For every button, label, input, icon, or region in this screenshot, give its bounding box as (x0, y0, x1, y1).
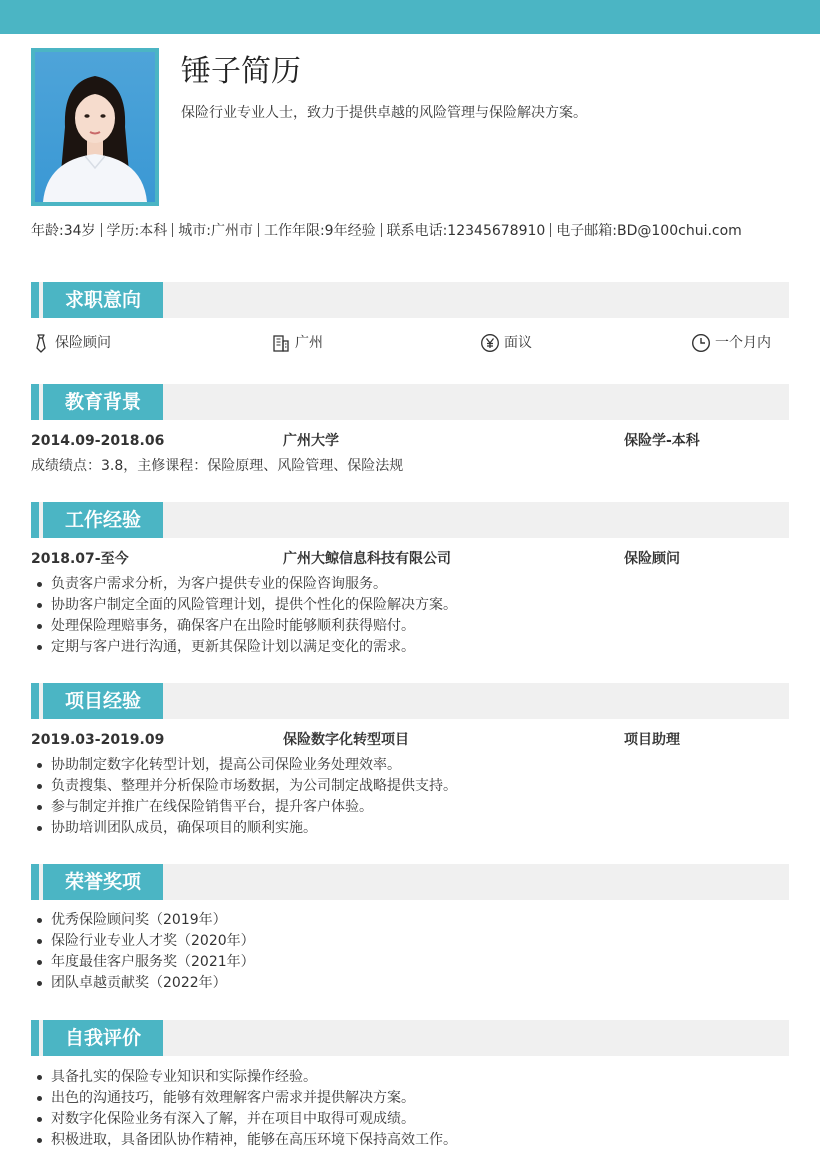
list-item: 参与制定并推广在线保险销售平台，提升客户体验。 (31, 797, 457, 818)
intent-city-label: 广州 (295, 335, 323, 351)
portrait-image (35, 52, 155, 202)
resume-tagline: 保险行业专业人士，致力于提供卓越的风险管理与保险解决方案。 (181, 105, 587, 121)
info-phone: 联系电话:12345678910 (386, 223, 546, 239)
list-item: 协助客户制定全面的风险管理计划，提供个性化的保险解决方案。 (31, 595, 457, 616)
resume-name: 锤子简历 (181, 54, 301, 89)
divider (258, 223, 259, 237)
list-item: 团队卓越贡献奖（2022年） (31, 973, 255, 994)
intent-position (31, 333, 151, 353)
project-period: 2019.03-2019.09 (31, 732, 165, 748)
section-header-intent (31, 282, 789, 318)
list-item: 优秀保险顾问奖（2019年） (31, 910, 255, 931)
education-school: 广州大学 (283, 433, 339, 449)
project-role: 项目助理 (624, 732, 680, 748)
building-icon (271, 333, 291, 353)
section-header-education (31, 384, 789, 420)
info-email: 电子邮箱:BD@100chui.com (556, 223, 742, 239)
intent-arrival (691, 333, 791, 353)
education-period: 2014.09-2018.06 (31, 433, 165, 449)
top-accent-bar (0, 0, 820, 34)
work-bullets (31, 574, 457, 658)
section-title: 教育背景 (64, 391, 141, 413)
list-item: 负责客户需求分析，为客户提供专业的保险咨询服务。 (31, 574, 457, 595)
list-item: 保险行业专业人才奖（2020年） (31, 931, 255, 952)
work-role: 保险顾问 (624, 551, 680, 567)
divider (101, 223, 102, 237)
intent-salary-label: 面议 (504, 335, 532, 351)
info-education: 学历:本科 (106, 223, 168, 239)
intent-salary (480, 333, 600, 353)
work-company: 广州大鲸信息科技有限公司 (283, 551, 451, 567)
self-evaluation-list (31, 1067, 457, 1151)
section-header-work (31, 502, 789, 538)
divider (550, 223, 551, 237)
project-name: 保险数字化转型项目 (283, 732, 409, 748)
education-major: 保险学-本科 (624, 433, 700, 449)
intent-city (271, 333, 391, 353)
work-period: 2018.07-至今 (31, 551, 129, 567)
list-item: 协助培训团队成员，确保项目的顺利实施。 (31, 818, 457, 839)
intent-arrival-label: 一个月内 (715, 335, 771, 351)
info-age: 年龄:34岁 (31, 223, 96, 239)
list-item: 对数字化保险业务有深入了解，并在项目中取得可观成绩。 (31, 1109, 457, 1130)
list-item: 具备扎实的保险专业知识和实际操作经验。 (31, 1067, 457, 1088)
info-experience: 工作年限:9年经验 (263, 223, 376, 239)
profile-photo (31, 48, 159, 206)
intent-position-label: 保险顾问 (55, 335, 111, 351)
section-title: 求职意向 (64, 289, 141, 311)
personal-info-row (31, 221, 742, 241)
divider (172, 223, 173, 237)
section-header-self (31, 1020, 789, 1056)
list-item: 年度最佳客户服务奖（2021年） (31, 952, 255, 973)
info-city: 城市:广州市 (178, 223, 253, 239)
divider (381, 223, 382, 237)
section-title: 荣誉奖项 (64, 871, 141, 893)
list-item: 协助制定数字化转型计划，提高公司保险业务处理效率。 (31, 755, 457, 776)
list-item: 处理保险理赔事务，确保客户在出险时能够顺利获得赔付。 (31, 616, 457, 637)
list-item: 定期与客户进行沟通，更新其保险计划以满足变化的需求。 (31, 637, 457, 658)
project-bullets (31, 755, 457, 839)
list-item: 出色的沟通技巧，能够有效理解客户需求并提供解决方案。 (31, 1088, 457, 1109)
education-detail: 成绩绩点：3.8，主修课程：保险原理、风险管理、保险法规 (31, 458, 404, 474)
honors-list (31, 910, 255, 994)
section-title: 项目经验 (64, 690, 141, 712)
tie-icon (31, 333, 51, 353)
section-header-project (31, 683, 789, 719)
section-title: 自我评价 (64, 1027, 141, 1049)
clock-icon (691, 333, 711, 353)
yen-icon (480, 333, 500, 353)
list-item: 负责搜集、整理并分析保险市场数据，为公司制定战略提供支持。 (31, 776, 457, 797)
list-item: 积极进取，具备团队协作精神，能够在高压环境下保持高效工作。 (31, 1130, 457, 1151)
section-title: 工作经验 (64, 509, 141, 531)
section-header-honors (31, 864, 789, 900)
